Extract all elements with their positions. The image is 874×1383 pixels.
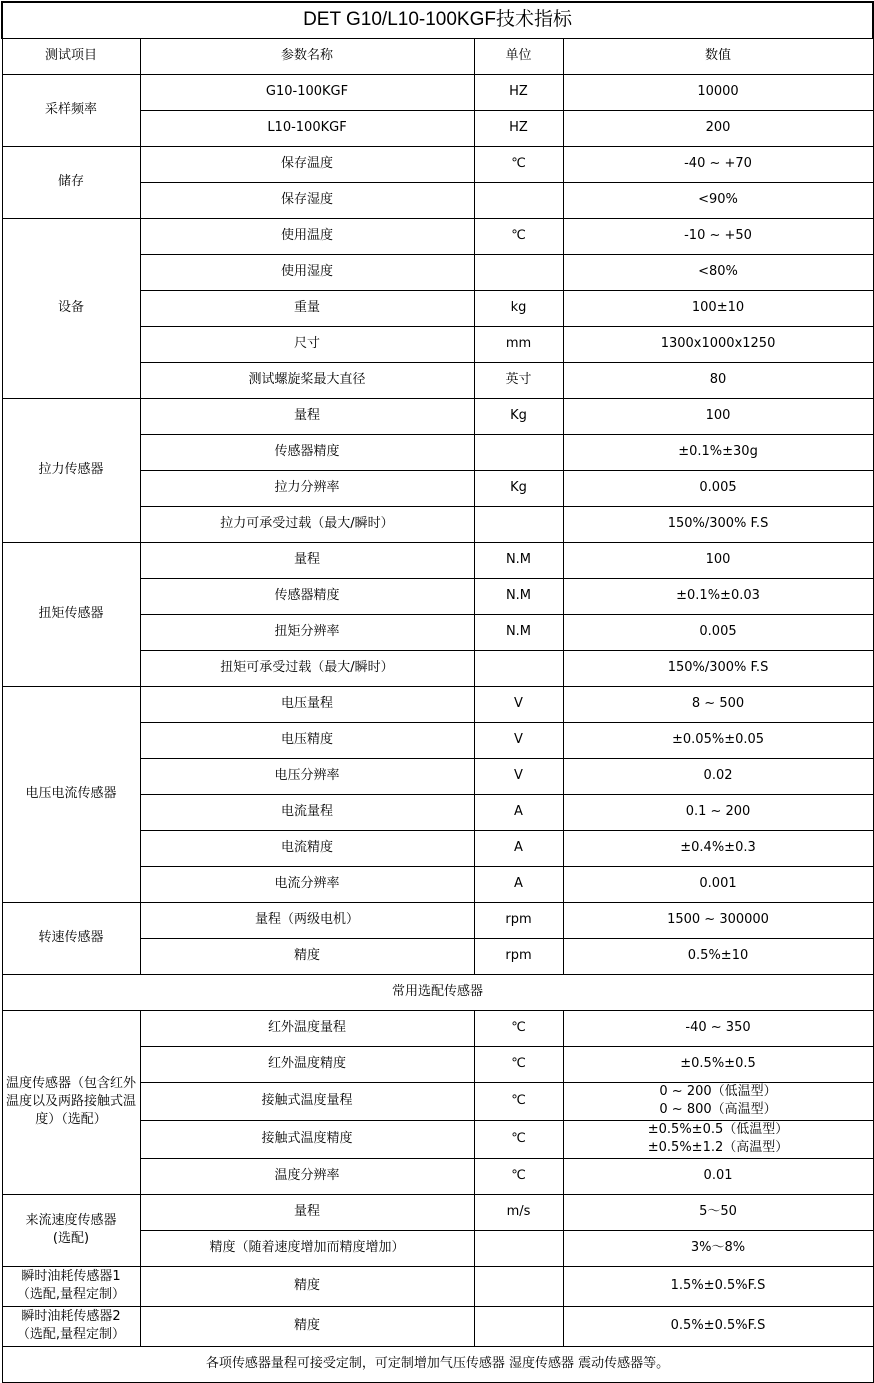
category-tension: 拉力传感器 xyxy=(2,398,140,542)
value-cell xyxy=(563,1120,873,1158)
unit-cell xyxy=(474,182,563,218)
category-airspeed xyxy=(2,1194,140,1266)
unit-cell: ℃ xyxy=(474,1046,563,1082)
table-row xyxy=(2,1306,873,1346)
value-cell: 0.005 xyxy=(563,614,873,650)
unit-cell xyxy=(474,1230,563,1266)
table-row xyxy=(2,542,873,578)
unit-cell: V xyxy=(474,686,563,722)
value-cell: 5～50 xyxy=(563,1194,873,1230)
value-line: 0 ~ 800（高温型） xyxy=(659,1102,777,1117)
param-cell: 尺寸 xyxy=(140,326,474,362)
table-row xyxy=(2,1266,873,1306)
value-cell: ±0.1%±30g xyxy=(563,434,873,470)
category-torque: 扭矩传感器 xyxy=(2,542,140,686)
value-cell: 1.5%±0.5%F.S xyxy=(563,1266,873,1306)
value-cell: ±0.4%±0.3 xyxy=(563,830,873,866)
value-cell: 0.5%±0.5%F.S xyxy=(563,1306,873,1346)
unit-cell xyxy=(474,506,563,542)
header-item: 测试项目 xyxy=(2,38,140,74)
param-cell: 保存温度 xyxy=(140,146,474,182)
category-line: （选配,量程定制） xyxy=(16,1327,126,1342)
unit-cell: N.M xyxy=(474,578,563,614)
value-cell: 1300x1000x1250 xyxy=(563,326,873,362)
param-cell: 温度分辨率 xyxy=(140,1158,474,1194)
unit-cell: Kg xyxy=(474,470,563,506)
spec-table xyxy=(1,1,874,1383)
unit-cell xyxy=(474,434,563,470)
unit-cell: ℃ xyxy=(474,1010,563,1046)
category-line: 来流速度传感器 xyxy=(25,1213,117,1228)
unit-cell: ℃ xyxy=(474,1082,563,1120)
value-cell: 0.001 xyxy=(563,866,873,902)
table-row xyxy=(2,146,873,182)
table-row xyxy=(2,1010,873,1046)
param-cell: 电流量程 xyxy=(140,794,474,830)
unit-cell: ℃ xyxy=(474,218,563,254)
param-cell: 精度（随着速度增加而精度增加） xyxy=(140,1230,474,1266)
value-cell: ±0.5%±0.5 xyxy=(563,1046,873,1082)
table-row xyxy=(2,686,873,722)
value-cell: -10 ~ +50 xyxy=(563,218,873,254)
unit-cell: kg xyxy=(474,290,563,326)
value-line: ±0.5%±0.5（低温型） xyxy=(647,1122,789,1137)
param-cell: 拉力分辨率 xyxy=(140,470,474,506)
unit-cell xyxy=(474,1306,563,1346)
param-cell: 扭矩可承受过载（最大/瞬时） xyxy=(140,650,474,686)
category-sampling: 采样频率 xyxy=(2,74,140,146)
param-cell: 接触式温度精度 xyxy=(140,1120,474,1158)
param-cell: 电压精度 xyxy=(140,722,474,758)
footer-note: 各项传感器量程可接受定制，可定制增加气压传感器 湿度传感器 震动传感器等。 xyxy=(2,1346,873,1382)
table-row xyxy=(2,218,873,254)
value-cell: 150%/300% F.S xyxy=(563,506,873,542)
header-value: 数值 xyxy=(563,38,873,74)
param-cell: 扭矩分辨率 xyxy=(140,614,474,650)
param-cell: 量程 xyxy=(140,398,474,434)
category-line: (选配) xyxy=(52,1231,90,1246)
category-temperature: 温度传感器（包含红外温度以及两路接触式温度）（选配） xyxy=(2,1010,140,1194)
value-cell: 100±10 xyxy=(563,290,873,326)
param-cell: G10-100KGF xyxy=(140,74,474,110)
unit-cell: ℃ xyxy=(474,1120,563,1158)
param-cell: 精度 xyxy=(140,1266,474,1306)
param-cell: 测试螺旋桨最大直径 xyxy=(140,362,474,398)
param-cell: 红外温度量程 xyxy=(140,1010,474,1046)
unit-cell: N.M xyxy=(474,542,563,578)
unit-cell: A xyxy=(474,794,563,830)
unit-cell: HZ xyxy=(474,110,563,146)
value-cell: 1500 ~ 300000 xyxy=(563,902,873,938)
param-cell: 量程 xyxy=(140,542,474,578)
unit-cell: N.M xyxy=(474,614,563,650)
param-cell: 传感器精度 xyxy=(140,434,474,470)
value-cell: 0.5%±10 xyxy=(563,938,873,974)
unit-cell: V xyxy=(474,722,563,758)
value-cell: 0.02 xyxy=(563,758,873,794)
unit-cell: ℃ xyxy=(474,146,563,182)
category-line: 瞬时油耗传感器2 xyxy=(21,1309,121,1324)
value-cell: 0.01 xyxy=(563,1158,873,1194)
table-row xyxy=(2,1194,873,1230)
value-cell: 150%/300% F.S xyxy=(563,650,873,686)
value-cell: 0.005 xyxy=(563,470,873,506)
category-fuel-1 xyxy=(2,1266,140,1306)
param-cell: 红外温度精度 xyxy=(140,1046,474,1082)
table-title: DET G10/L10-100KGF技术指标 xyxy=(2,2,873,38)
param-cell: L10-100KGF xyxy=(140,110,474,146)
category-line: （选配,量程定制） xyxy=(16,1287,126,1302)
value-cell: ±0.05%±0.05 xyxy=(563,722,873,758)
param-cell: 重量 xyxy=(140,290,474,326)
param-cell: 保存湿度 xyxy=(140,182,474,218)
value-cell: 100 xyxy=(563,542,873,578)
unit-cell: rpm xyxy=(474,902,563,938)
value-cell: <80% xyxy=(563,254,873,290)
value-line: ±0.5%±1.2（高温型） xyxy=(647,1140,789,1155)
value-cell: ±0.1%±0.03 xyxy=(563,578,873,614)
value-cell xyxy=(563,1082,873,1120)
unit-cell: rpm xyxy=(474,938,563,974)
param-cell: 使用湿度 xyxy=(140,254,474,290)
category-speed: 转速传感器 xyxy=(2,902,140,974)
table-row xyxy=(2,398,873,434)
category-storage: 储存 xyxy=(2,146,140,218)
category-fuel-2 xyxy=(2,1306,140,1346)
unit-cell xyxy=(474,254,563,290)
param-cell: 使用温度 xyxy=(140,218,474,254)
category-device: 设备 xyxy=(2,218,140,398)
unit-cell: A xyxy=(474,866,563,902)
unit-cell: V xyxy=(474,758,563,794)
param-cell: 电压量程 xyxy=(140,686,474,722)
value-line: 0 ~ 200（低温型） xyxy=(659,1084,777,1099)
value-cell: 100 xyxy=(563,398,873,434)
param-cell: 电流精度 xyxy=(140,830,474,866)
table-row xyxy=(2,902,873,938)
value-cell: 0.1 ~ 200 xyxy=(563,794,873,830)
value-cell: 3%～8% xyxy=(563,1230,873,1266)
param-cell: 精度 xyxy=(140,938,474,974)
param-cell: 拉力可承受过载（最大/瞬时） xyxy=(140,506,474,542)
value-cell: -40 ~ 350 xyxy=(563,1010,873,1046)
param-cell: 精度 xyxy=(140,1306,474,1346)
value-cell: 80 xyxy=(563,362,873,398)
value-cell: 10000 xyxy=(563,74,873,110)
unit-cell: 英寸 xyxy=(474,362,563,398)
header-unit: 单位 xyxy=(474,38,563,74)
unit-cell: ℃ xyxy=(474,1158,563,1194)
unit-cell: m/s xyxy=(474,1194,563,1230)
category-line: 瞬时油耗传感器1 xyxy=(21,1269,121,1284)
param-cell: 电流分辨率 xyxy=(140,866,474,902)
value-cell: -40 ~ +70 xyxy=(563,146,873,182)
param-cell: 接触式温度量程 xyxy=(140,1082,474,1120)
param-cell: 电压分辨率 xyxy=(140,758,474,794)
unit-cell xyxy=(474,650,563,686)
unit-cell: HZ xyxy=(474,74,563,110)
value-cell: 8 ~ 500 xyxy=(563,686,873,722)
param-cell: 量程 xyxy=(140,1194,474,1230)
unit-cell xyxy=(474,1266,563,1306)
category-voltage-current: 电压电流传感器 xyxy=(2,686,140,902)
param-cell: 传感器精度 xyxy=(140,578,474,614)
unit-cell: Kg xyxy=(474,398,563,434)
value-cell: 200 xyxy=(563,110,873,146)
unit-cell: mm xyxy=(474,326,563,362)
value-cell: <90% xyxy=(563,182,873,218)
optional-sensors-heading: 常用选配传感器 xyxy=(2,974,873,1010)
header-param: 参数名称 xyxy=(140,38,474,74)
unit-cell: A xyxy=(474,830,563,866)
param-cell: 量程（两级电机） xyxy=(140,902,474,938)
table-row xyxy=(2,74,873,110)
